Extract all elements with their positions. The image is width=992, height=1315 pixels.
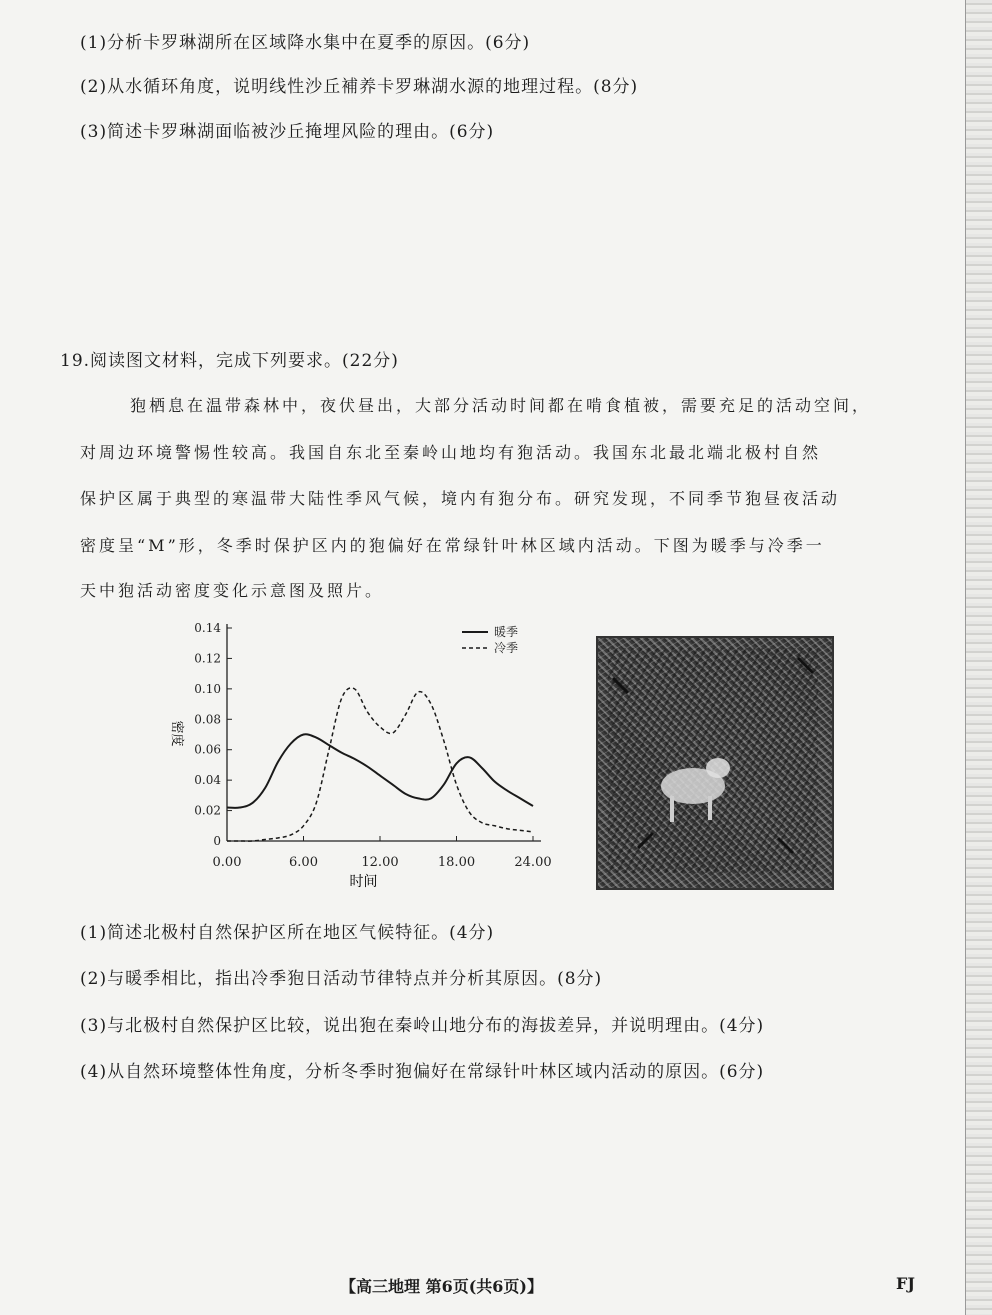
q19-paragraph-line-3: 保护区属于典型的寒温带大陆性季风气候，境内有狍分布。研究发现，不同季节狍昼夜活动: [80, 489, 841, 508]
y-tick-labels: [194, 621, 232, 848]
chart-axes: [227, 624, 541, 841]
q19-question-4: (4)从自然环境整体性角度，分析冬季时狍偏好在常绿针叶林区域内活动的原因。(6分): [80, 1062, 765, 1082]
roe-deer-figure: [598, 638, 832, 888]
prev-question-2: (2)从水循环角度，说明线性沙丘補养卡罗琳湖水源的地理过程。(8分): [80, 77, 639, 97]
chart-series: [227, 688, 533, 841]
q19-question-2: (2)与暖季相比，指出冷季狍日活动节律特点并分析其原因。(8分): [80, 969, 603, 989]
chart-legend: [462, 624, 518, 655]
x-tick-label: 24.00: [514, 855, 552, 870]
q19-paragraph-line-4: 密度呈“M”形，冬季时保护区内的狍偏好在常绿针叶林区域内活动。下图为暖季与冷季一: [80, 536, 825, 555]
x-tick-label: 18.00: [437, 855, 476, 870]
y-tick-label: 0.06: [194, 742, 221, 757]
x-tick-label: 12.00: [361, 855, 399, 870]
q19-paragraph-line-5: 天中狍活动密度变化示意图及照片。: [80, 581, 385, 600]
y-tick-label: 0: [213, 834, 221, 848]
roe-deer-photo: [596, 636, 834, 890]
prev-question-3: (3)简述卡罗琳湖面临被沙丘掩埋风险的理由。(6分): [80, 122, 495, 142]
q19-paragraph-line-1: 狍栖息在温带森林中，夜伏昼出，大部分活动时间都在啃食植被，需要充足的活动空间，: [130, 396, 872, 415]
footer-page-info: 【高三地理 第6页(共6页)】: [340, 1277, 543, 1296]
q19-header: 19.阅读图文材料，完成下列要求。(22分): [60, 351, 399, 371]
x-tick-label: 6.00: [289, 855, 318, 870]
x-tick-label: 0.00: [212, 855, 242, 870]
legend-label-2: 冷季: [494, 641, 519, 655]
prev-question-1: (1)分析卡罗琳湖所在区域降水集中在夏季的原因。(6分): [80, 33, 531, 53]
y-tick-label: 0.12: [194, 651, 221, 666]
y-tick-label: 0.02: [194, 803, 221, 818]
q19-question-3: (3)与北极村自然保护区比较，说出狍在秦岭山地分布的海拔差异，并说明理由。(4分): [80, 1016, 765, 1036]
adjacent-page-strip: [965, 0, 992, 1315]
q19-paragraph-line-2: 对周边环境警惕性较高。我国自东北至秦岭山地均有狍活动。我国东北最北端北极村自然: [80, 443, 822, 462]
y-tick-label: 0.08: [194, 712, 221, 727]
series-line-1: [227, 734, 533, 808]
q19-question-1: (1)简述北极村自然保护区所在地区气候特征。(4分): [80, 923, 495, 943]
y-axis-label: 密度: [169, 720, 184, 747]
y-tick-label: 0.04: [194, 773, 221, 788]
legend-label-1: 暖季: [494, 625, 519, 639]
x-axis-label: 时间: [349, 874, 378, 890]
activity-density-chart: [160, 612, 580, 902]
footer-code: FJ: [896, 1274, 915, 1293]
series-line-2: [227, 688, 533, 841]
y-tick-label: 0.14: [194, 621, 221, 635]
y-tick-label: 0.10: [194, 681, 221, 696]
